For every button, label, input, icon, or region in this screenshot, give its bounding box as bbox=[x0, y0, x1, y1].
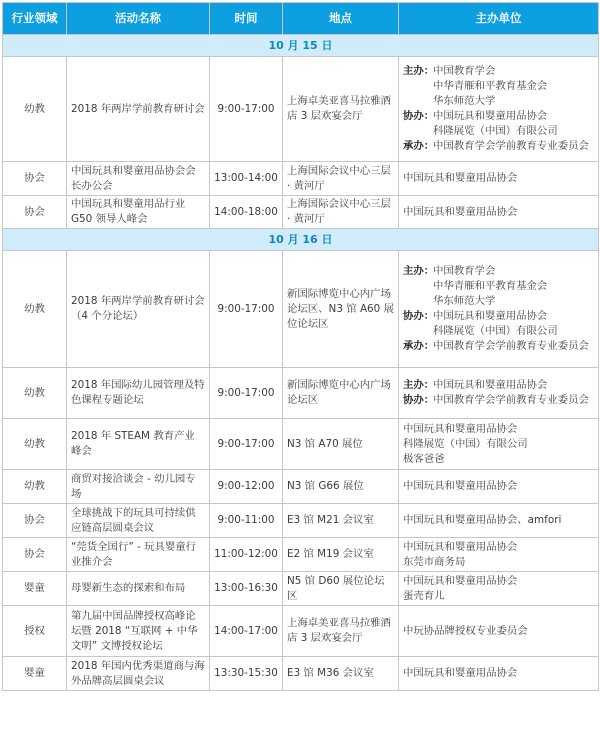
organizer-cell bbox=[399, 657, 599, 691]
field-cell: 幼教 bbox=[3, 368, 67, 419]
header-field: 行业领域 bbox=[3, 3, 67, 35]
field-cell: 协会 bbox=[3, 196, 67, 229]
organizer-role: 主办： bbox=[403, 65, 435, 77]
time-cell: 13:00-16:30 bbox=[210, 572, 283, 606]
organizer-text: 中国玩具和婴童用品协会 蛋壳育儿 bbox=[403, 574, 518, 602]
organizer-cell bbox=[399, 162, 599, 196]
date-row bbox=[3, 35, 599, 57]
organizer-role bbox=[403, 124, 433, 139]
field-cell: 幼教 bbox=[3, 470, 67, 504]
field-cell: 幼教 bbox=[3, 251, 67, 368]
time-cell: 13:00-14:00 bbox=[210, 162, 283, 196]
organizer-role: 协办： bbox=[403, 394, 435, 406]
time-cell: 14:00-17:00 bbox=[210, 606, 283, 657]
place-cell: 上海国际会议中心三层 · 黄河厅 bbox=[283, 162, 399, 196]
date-label: 10 月 16 日 bbox=[3, 229, 599, 251]
organizer-cell bbox=[399, 196, 599, 229]
place-cell: 新国际博览中心内广场论坛区 bbox=[283, 368, 399, 419]
event-name-cell: 2018 年 STEAM 教育产业峰会 bbox=[67, 419, 210, 470]
place-cell: N3 馆 A70 展位 bbox=[283, 419, 399, 470]
time-cell: 9:00-17:00 bbox=[210, 251, 283, 368]
event-name-cell: 全球挑战下的玩具可持续供应链高层圆桌会议 bbox=[67, 504, 210, 538]
event-name-cell: 2018 年国际幼儿园管理及特色课程专题论坛 bbox=[67, 368, 210, 419]
header-time: 时间 bbox=[210, 3, 283, 35]
place-cell: E2 馆 M19 会议室 bbox=[283, 538, 399, 572]
field-cell: 婴童 bbox=[3, 572, 67, 606]
event-name-cell: 中国玩具和婴童用品行业 G50 领导人峰会 bbox=[67, 196, 210, 229]
organizer-text: 中国玩具和婴童用品协会、amfori bbox=[403, 514, 562, 526]
table-row bbox=[3, 572, 599, 606]
organizer-cell bbox=[399, 57, 599, 162]
organizer-name: 中国教育学会学前教育专业委员会 bbox=[433, 340, 589, 352]
organizer-line bbox=[403, 79, 594, 94]
time-cell: 14:00-18:00 bbox=[210, 196, 283, 229]
organizer-name: 中华青雁和平教育基金会 bbox=[433, 80, 548, 92]
table-header-row bbox=[3, 3, 599, 35]
time-cell: 9:00-17:00 bbox=[210, 368, 283, 419]
organizer-cell bbox=[399, 368, 599, 419]
organizer-line bbox=[403, 378, 594, 393]
organizer-name: 华东师范大学 bbox=[433, 295, 496, 307]
event-name-cell: 第九届中国品牌授权高峰论坛暨 2018 “互联网 + 中华文明” 文博授权论坛 bbox=[67, 606, 210, 657]
time-cell: 9:00-17:00 bbox=[210, 57, 283, 162]
organizer-role bbox=[403, 94, 433, 109]
table-row bbox=[3, 196, 599, 229]
field-cell: 幼教 bbox=[3, 57, 67, 162]
organizer-cell bbox=[399, 606, 599, 657]
field-cell: 协会 bbox=[3, 162, 67, 196]
place-cell: N5 馆 D60 展位论坛区 bbox=[283, 572, 399, 606]
place-cell: 上海卓美亚喜马拉雅酒店 3 层欢宴会厅 bbox=[283, 57, 399, 162]
organizer-role: 主办： bbox=[403, 379, 435, 391]
organizer-role: 协办： bbox=[403, 110, 435, 122]
event-schedule-table bbox=[2, 2, 599, 691]
organizer-line bbox=[403, 324, 594, 339]
organizer-line bbox=[403, 64, 594, 79]
table-row bbox=[3, 657, 599, 691]
field-cell: 授权 bbox=[3, 606, 67, 657]
date-row bbox=[3, 229, 599, 251]
event-name-cell: 中国玩具和婴童用品协会会长办公会 bbox=[67, 162, 210, 196]
organizer-text: 中国玩具和婴童用品协会 东莞市商务局 bbox=[403, 540, 518, 568]
organizer-role bbox=[403, 279, 433, 294]
time-cell: 13:30-15:30 bbox=[210, 657, 283, 691]
time-cell: 9:00-12:00 bbox=[210, 470, 283, 504]
table-row bbox=[3, 504, 599, 538]
organizer-line bbox=[403, 264, 594, 279]
table-row bbox=[3, 606, 599, 657]
organizer-line bbox=[403, 94, 594, 109]
time-cell: 9:00-11:00 bbox=[210, 504, 283, 538]
table-row bbox=[3, 162, 599, 196]
field-cell: 婴童 bbox=[3, 657, 67, 691]
organizer-cell bbox=[399, 538, 599, 572]
organizer-role: 主办： bbox=[403, 265, 435, 277]
organizer-line bbox=[403, 109, 594, 124]
organizer-name: 科隆展览（中国）有限公司 bbox=[433, 325, 558, 337]
organizer-role: 承办： bbox=[403, 140, 435, 152]
organizer-cell bbox=[399, 251, 599, 368]
table-row bbox=[3, 419, 599, 470]
field-cell: 幼教 bbox=[3, 419, 67, 470]
event-name-cell: “莞货全国行” - 玩具婴童行业推介会 bbox=[67, 538, 210, 572]
place-cell: E3 馆 M36 会议室 bbox=[283, 657, 399, 691]
time-cell: 11:00-12:00 bbox=[210, 538, 283, 572]
organizer-name: 中国玩具和婴童用品协会 bbox=[433, 110, 548, 122]
organizer-role bbox=[403, 79, 433, 94]
event-name-cell: 2018 年国内优秀渠道商与海外品牌高层圆桌会议 bbox=[67, 657, 210, 691]
organizer-role: 协办： bbox=[403, 310, 435, 322]
organizer-text: 中国玩具和婴童用品协会 科隆展览（中国）有限公司 极客爸爸 bbox=[403, 422, 528, 465]
event-name-cell: 母婴新生态的探索和布局 bbox=[67, 572, 210, 606]
organizer-role: 承办： bbox=[403, 340, 435, 352]
organizer-name: 中华青雁和平教育基金会 bbox=[433, 280, 548, 292]
organizer-name: 中国教育学会学前教育专业委员会 bbox=[433, 394, 589, 406]
organizer-line bbox=[403, 294, 594, 309]
organizer-text: 中国玩具和婴童用品协会 bbox=[403, 480, 518, 492]
organizer-text: 中玩协品牌授权专业委员会 bbox=[403, 624, 528, 637]
field-cell: 协会 bbox=[3, 504, 67, 538]
organizer-cell bbox=[399, 572, 599, 606]
place-cell: 上海国际会议中心三层 · 黄河厅 bbox=[283, 196, 399, 229]
organizer-line bbox=[403, 393, 594, 408]
table-row bbox=[3, 368, 599, 419]
organizer-name: 中国玩具和婴童用品协会 bbox=[433, 310, 548, 322]
organizer-line bbox=[403, 339, 594, 354]
organizer-cell bbox=[399, 419, 599, 470]
organizer-name: 中国教育学会 bbox=[433, 265, 496, 277]
header-place: 地点 bbox=[283, 3, 399, 35]
organizer-role bbox=[403, 294, 433, 309]
field-cell: 协会 bbox=[3, 538, 67, 572]
time-cell: 9:00-17:00 bbox=[210, 419, 283, 470]
organizer-name: 中国玩具和婴童用品协会 bbox=[433, 379, 548, 391]
place-cell: 上海卓美亚喜马拉雅酒店 3 层欢宴会厅 bbox=[283, 606, 399, 657]
organizer-line bbox=[403, 124, 594, 139]
organizer-role bbox=[403, 324, 433, 339]
organizer-text: 中国玩具和婴童用品协会 bbox=[403, 172, 518, 184]
header-organizer: 主办单位 bbox=[399, 3, 599, 35]
place-cell: N3 馆 G66 展位 bbox=[283, 470, 399, 504]
organizer-cell bbox=[399, 504, 599, 538]
place-cell: 新国际博览中心内广场论坛区、N3 馆 A60 展位论坛区 bbox=[283, 251, 399, 368]
header-name: 活动名称 bbox=[67, 3, 210, 35]
date-label: 10 月 15 日 bbox=[3, 35, 599, 57]
event-name-cell: 2018 年两岸学前教育研讨会（4 个分论坛） bbox=[67, 251, 210, 368]
table-row bbox=[3, 538, 599, 572]
organizer-line bbox=[403, 139, 594, 154]
organizer-name: 中国教育学会学前教育专业委员会 bbox=[433, 140, 589, 152]
place-cell: E3 馆 M21 会议室 bbox=[283, 504, 399, 538]
organizer-name: 华东师范大学 bbox=[433, 95, 496, 107]
organizer-line bbox=[403, 279, 594, 294]
table-row bbox=[3, 470, 599, 504]
organizer-text: 中国玩具和婴童用品协会 bbox=[403, 667, 518, 679]
organizer-name: 科隆展览（中国）有限公司 bbox=[433, 125, 558, 137]
organizer-text: 中国玩具和婴童用品协会 bbox=[403, 205, 518, 218]
event-name-cell: 2018 年两岸学前教育研讨会 bbox=[67, 57, 210, 162]
event-name-cell: 商贸对接洽谈会 - 幼儿园专场 bbox=[67, 470, 210, 504]
table-body bbox=[3, 35, 599, 691]
table-row bbox=[3, 251, 599, 368]
table-row bbox=[3, 57, 599, 162]
organizer-line bbox=[403, 309, 594, 324]
organizer-cell bbox=[399, 470, 599, 504]
organizer-name: 中国教育学会 bbox=[433, 65, 496, 77]
